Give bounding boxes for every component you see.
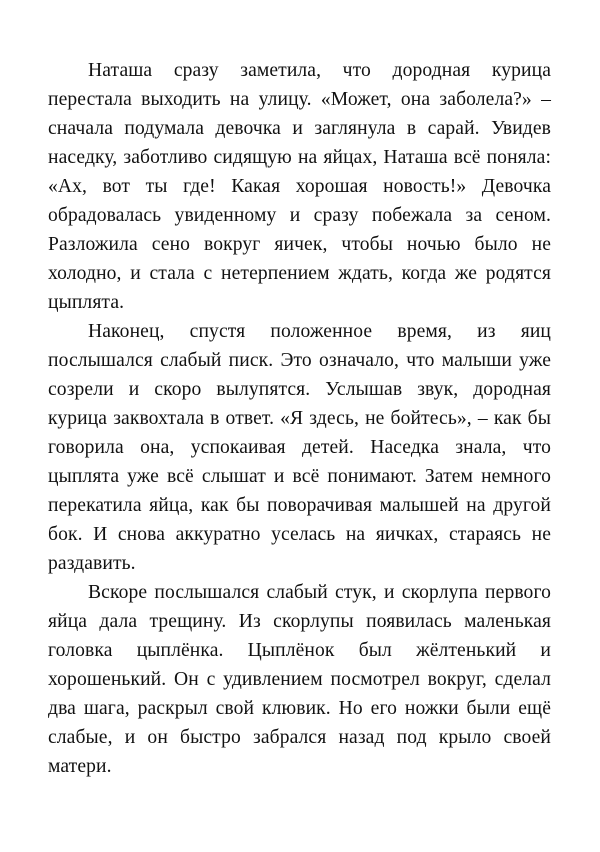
paragraph: Наташа сразу заметила, что дородная курица перестала выходить на улицу. «Может, она заболела?» – сначала подумала девочка и заглянула в сарай. Увидев наседку, заботливо сидящую на яйцах, Наташа всё поняла: «Ах, вот ты где! Какая хорошая новость!» Девочка обрадовалась увиденному и сразу побежала за сеном. Разложила сено вокруг яичек, чтобы ночью было не холодно, и стала с нетерпением ждать, когда же родятся цыплята. xyxy=(48,60,551,313)
paragraph: Вскоре послышался слабый стук, и скорлупа первого яйца дала трещину. Из скорлупы появилась маленькая головка цыплёнка. Цыплёнок был жёлтенький и хорошенький. Он с удивлением посмотрел вокруг, сделал два шага, раскрыл свой клювик. Но его ножки были ещё слабые, и он быстро забрался назад под крыло своей матери. xyxy=(48,582,551,777)
body-text-block xyxy=(48,56,551,781)
paragraph: Наконец, спустя положенное время, из яиц послышался слабый писк. Это означало, что малыши уже созрели и скоро вылупятся. Услышав звук, дородная курица заквохтала в ответ. «Я здесь, не бойтесь», – как бы говорила она, успокаивая детей. Наседка знала, что цыплята уже всё слышат и всё понимают. Затем немного перекатила яйца, как бы поворачивая малышей на другой бок. И снова аккуратно уселась на яичках, стараясь не раздавить. xyxy=(48,321,551,574)
